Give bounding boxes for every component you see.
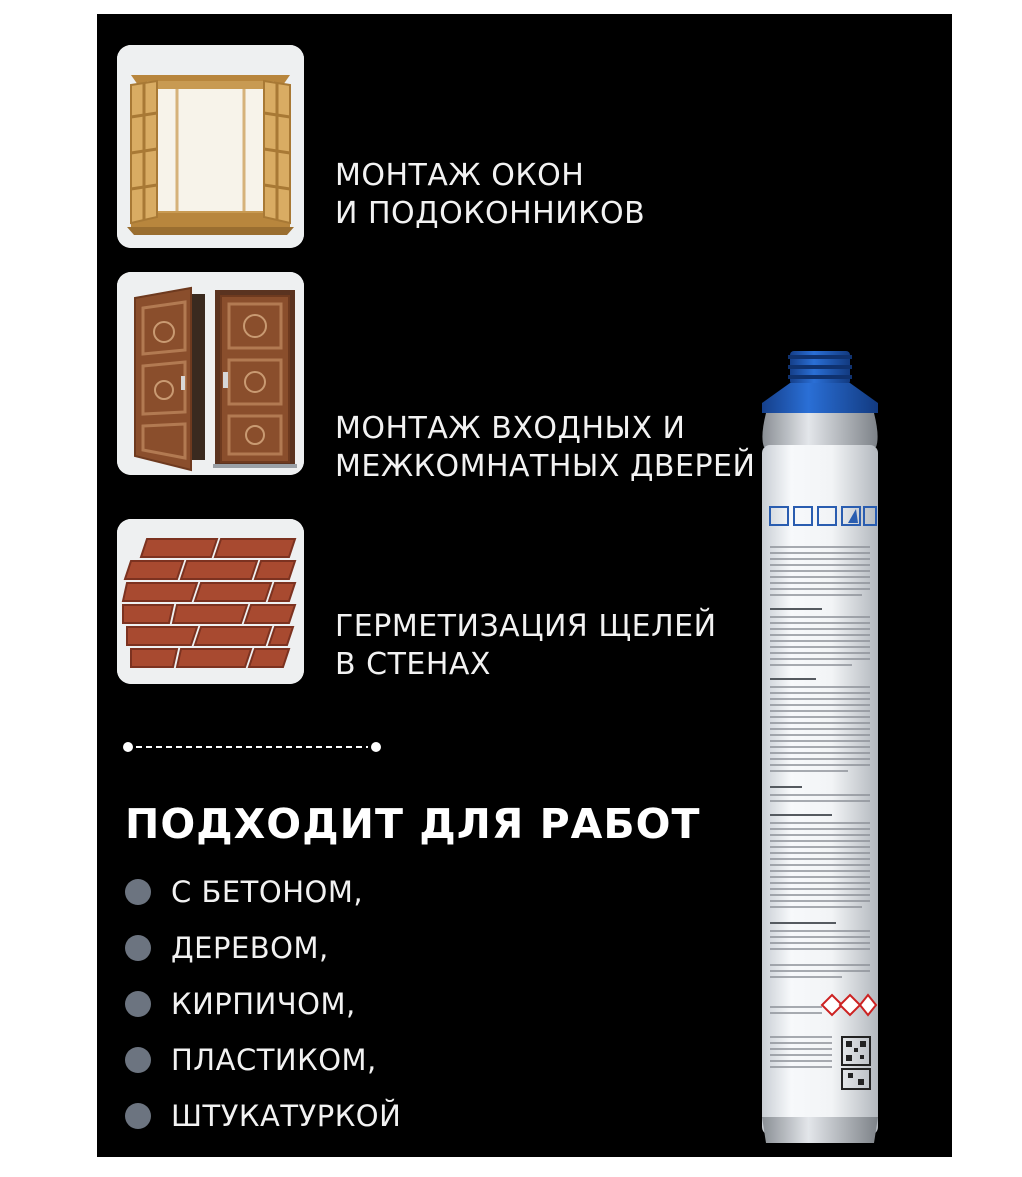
feature-line: МЕЖКОМНАТНЫХ ДВЕРЕЙ [335, 449, 756, 484]
dotted-divider [122, 740, 382, 754]
material-label: ДЕРЕВОМ, [171, 931, 329, 965]
material-label: ПЛАСТИКОМ, [171, 1043, 377, 1077]
feature-line: ГЕРМЕТИЗАЦИЯ ЩЕЛЕЙ [335, 609, 717, 644]
material-label: КИРПИЧОМ, [171, 987, 356, 1021]
entrance-doors-icon [117, 272, 304, 475]
feature-bricks-text [335, 608, 717, 684]
material-item [125, 1096, 401, 1136]
brick-wall-icon [117, 519, 304, 684]
suitable-heading: ПОДХОДИТ ДЛЯ РАБОТ [125, 800, 701, 848]
promo-panel [97, 14, 952, 1157]
feature-line: МОНТАЖ ВХОДНЫХ И [335, 411, 686, 446]
bullet-icon [125, 879, 151, 905]
bullet-icon [125, 1047, 151, 1073]
foam-spray-can-icon [752, 347, 892, 1147]
material-item [125, 1040, 377, 1080]
feature-line: МОНТАЖ ОКОН [335, 158, 585, 193]
bullet-icon [125, 991, 151, 1017]
feature-line: И ПОДОКОННИКОВ [335, 196, 646, 231]
window-frame-icon [117, 45, 304, 248]
window-image [117, 45, 304, 248]
material-item [125, 984, 356, 1024]
bullet-icon [125, 935, 151, 961]
feature-doors-text [335, 410, 755, 486]
feature-windows-text [335, 157, 645, 233]
material-label: С БЕТОНОМ, [171, 875, 364, 909]
material-item [125, 928, 329, 968]
brick-wall-image [117, 519, 304, 684]
material-item [125, 872, 363, 912]
material-label: ШТУКАТУРКОЙ [171, 1099, 402, 1133]
feature-line: В СТЕНАХ [335, 647, 491, 682]
bullet-icon [125, 1103, 151, 1129]
doors-image [117, 272, 304, 475]
